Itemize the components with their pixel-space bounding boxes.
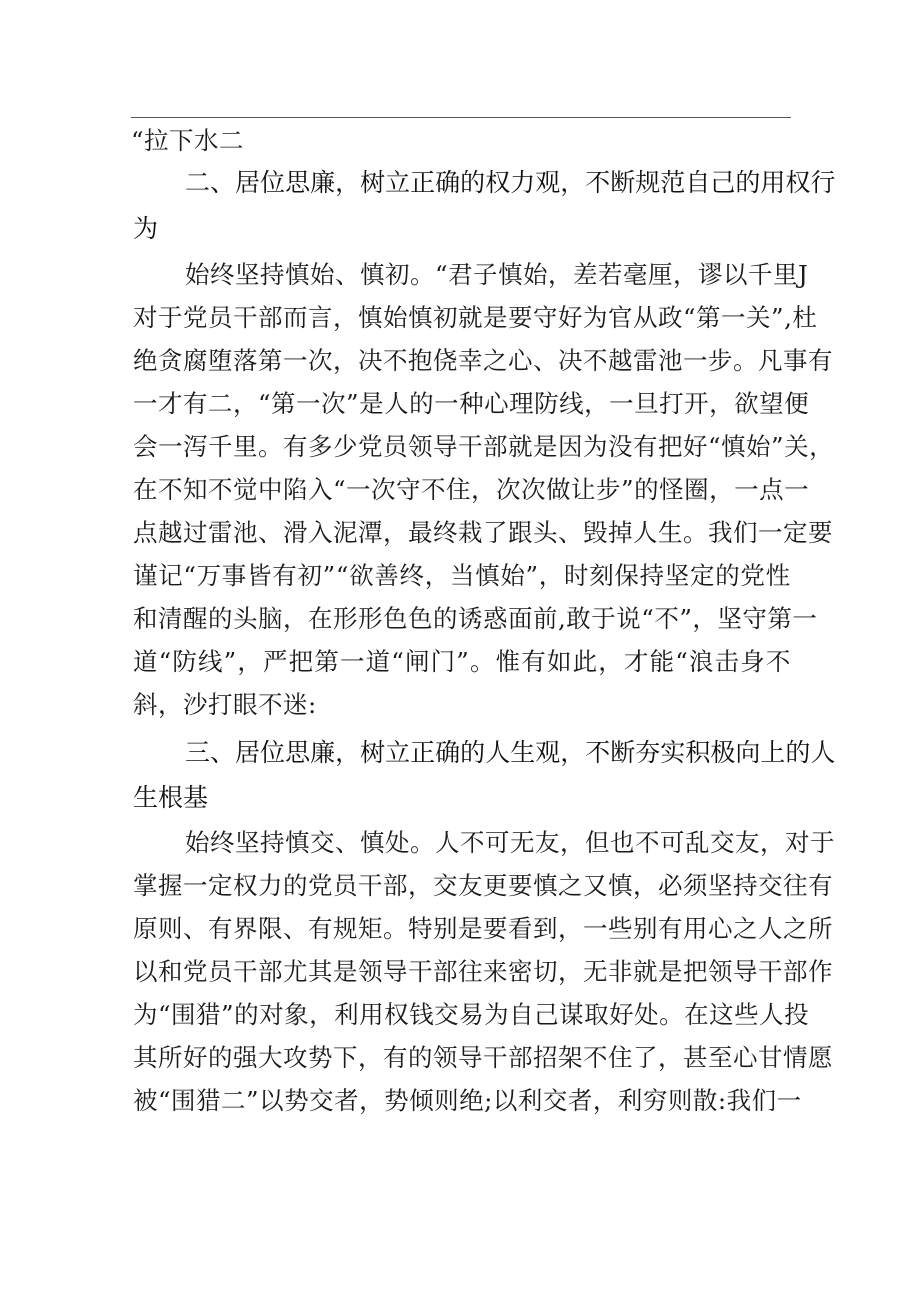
top-fragment: “拉下水二: [131, 126, 245, 155]
paragraph-line: 以 和 党 员 干 部 尤 其 是 领 导 干 部 往 来 密 切 ， 无 非 就 是 把 领 导 干 部 作: [133, 957, 833, 986]
paragraph-line: 一 才 有 二 ， “ 第 一 次 ” 是 人 的 一 种 心 理 防 线 ， 一 旦 打 开 ， 欲 望 便: [133, 389, 810, 418]
paragraph-line: 道 “ 防 线 ” ， 严 把 第 一 道 “ 闸 门 ” 。 惟 有 如 此 ， 才 能 “ 浪 击 身 不: [133, 647, 791, 676]
paragraph-line: 始 终 坚 持 慎 交 、 慎 处 。 人 不 可 无 友 ， 但 也 不 可 乱 交 友 ， 对 于: [185, 828, 835, 857]
paragraph-line: 会 一 泻 千 里 。 有 多 少 党 员 领 导 干 部 就 是 因 为 没 有 把 好 “ 慎 始 ” 关 ，: [133, 432, 835, 461]
paragraph-line: 始 终 坚 持 慎 始 、 慎 初 。 “ 君 子 慎 始 ， 差 若 毫 厘 ， 谬 以 千 里 J: [185, 260, 809, 289]
paragraph-line: 在 不 知 不 觉 中 陷 入 “ 一 次 守 不 住 ， 次 次 做 让 步 ” 的 怪 圈 ， 一 点 一: [133, 475, 810, 504]
paragraph-line: 点 越 过 雷 池 、 滑 入 泥 潭 ， 最 终 栽 了 跟 头 、 毁 掉 人 生 。 我 们 一 定 要: [133, 518, 833, 547]
section-heading-line: 三 、 居 位 思 廉 ， 树 立 正 确 的 人 生 观 ， 不 断 夯 实 积 极 向 上 的 人: [185, 738, 836, 767]
paragraph-line: 绝 贪 腐 堕 落 第 一 次 ， 决 不 抱 侥 幸 之 心 、 决 不 越 雷 池 一 步 。 凡 事 有: [133, 346, 833, 375]
header-rule: [131, 117, 791, 118]
paragraph-line: 被 “ 围 猎 二 ” 以 势 交 者 ， 势 倾 则 绝 ; 以 利 交 者 ， 利 穷 则 散 : 我 们 一: [133, 1086, 802, 1115]
paragraph-line: 和 清 醒 的 头 脑 ， 在 形 形 色 色 的 诱 惑 面 前 , 敢 于 说 “ 不 ” ， 坚 守 第 一: [133, 604, 818, 633]
paragraph-line: 其 所 好 的 强 大 攻 势 下 ， 有 的 领 导 干 部 招 架 不 住 了 ， 甚 至 心 甘 情 愿: [133, 1043, 833, 1072]
paragraph-line: 原 则 、 有 界 限 、 有 规 矩 。 特 别 是 要 看 到 ， 一 些 别 有 用 心 之 人 之 所: [133, 914, 833, 943]
section-heading-line: 为: [133, 214, 159, 243]
paragraph-line: 斜，沙打眼不迷:: [133, 690, 317, 719]
section-heading-line: 二 、 居 位 思 廉 ， 树 立 正 确 的 权 力 观 ， 不 断 规 范 自 己 的 用 权 行: [185, 168, 836, 197]
paragraph-line: 掌 握 一 定 权 力 的 党 员 干 部 ， 交 友 更 要 慎 之 又 慎 ， 必 须 坚 持 交 往 有: [133, 871, 833, 900]
paragraph-line: 对 于 党 员 干 部 而 言 ， 慎 始 慎 初 就 是 要 守 好 为 官 从 政 “ 第 一 关 ” , 杜: [133, 303, 818, 332]
paragraph-line: 谨 记 “ 万 事 皆 有 初 ” “ 欲 善 终 ， 当 慎 始 ” ， 时 刻 保 持 坚 定 的 党 性: [133, 561, 791, 590]
section-heading-line: 生根基: [133, 783, 209, 812]
paragraph-line: 为 “ 围 猎 ” 的 对 象 ， 利 用 权 钱 交 易 为 自 己 谋 取 好 处 。 在 这 些 人 投: [133, 1000, 810, 1029]
